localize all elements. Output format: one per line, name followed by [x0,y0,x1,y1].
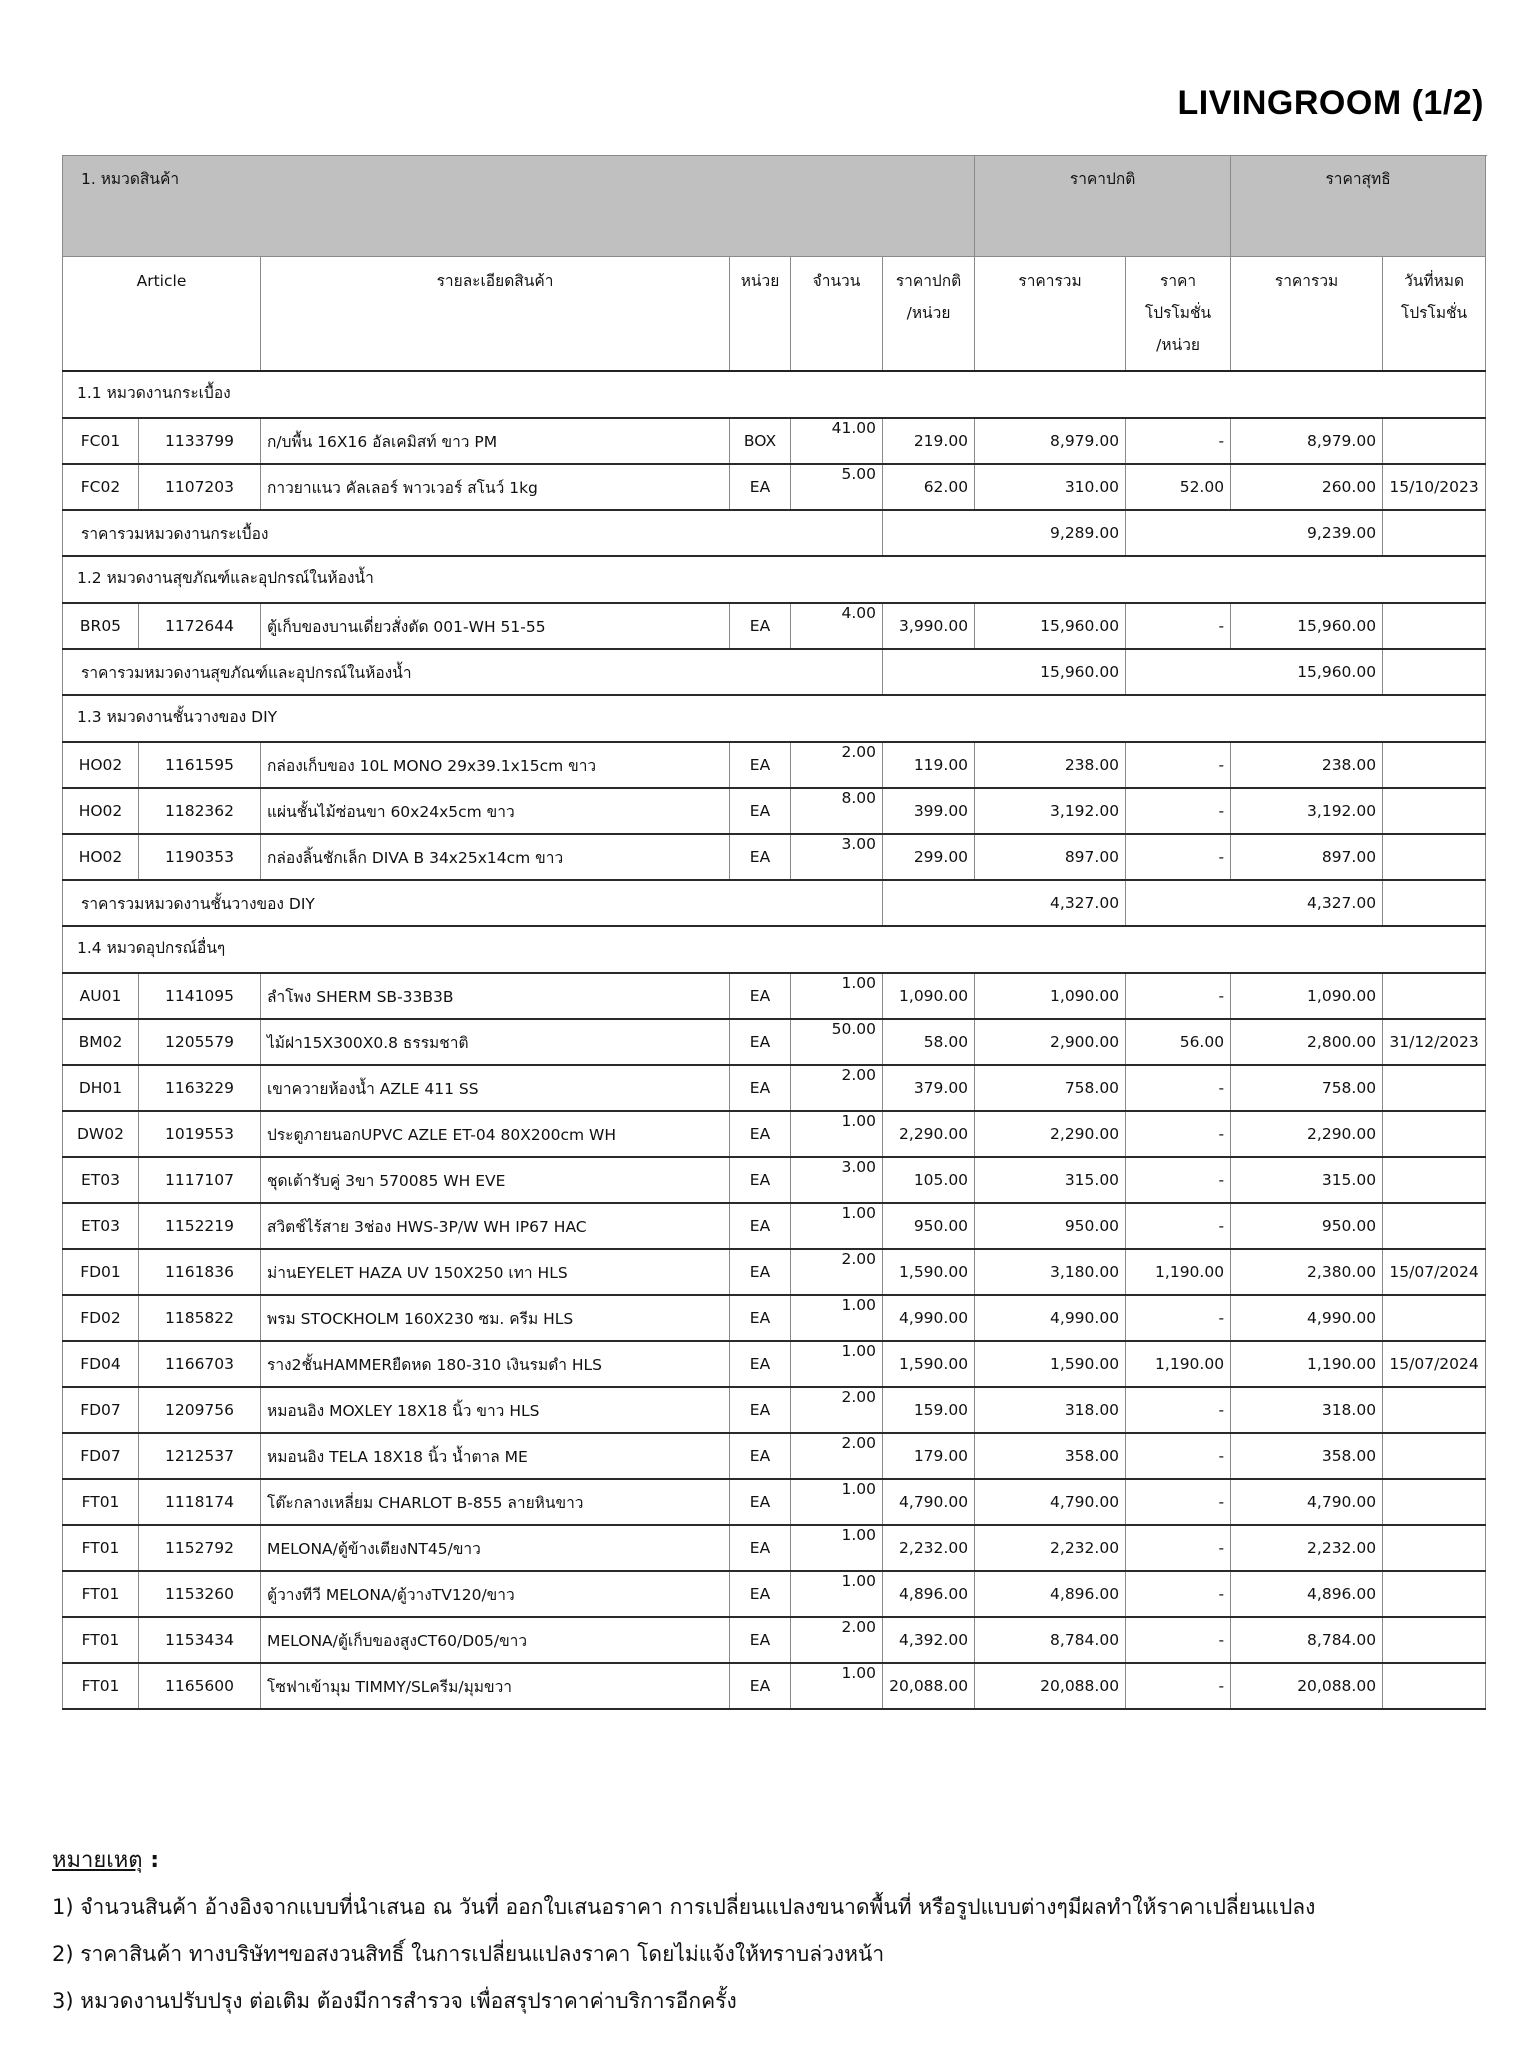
item-promo-price: - [1126,1387,1231,1433]
subtotal-row [63,649,1486,695]
item-promo-end-date [1383,1387,1486,1433]
table-row [63,1249,1486,1295]
item-unit-price: 2,290.00 [883,1111,975,1157]
section-header-row [63,695,1486,742]
section-title: 1.4 หมวดอุปกรณ์อื่นๆ [63,926,1486,973]
item-promo-end-date [1383,603,1486,649]
item-qty: 1.00 [791,1525,883,1571]
item-total: 8,784.00 [975,1617,1126,1663]
item-total: 3,192.00 [975,788,1126,834]
item-net-total: 358.00 [1231,1433,1383,1479]
item-code: FD02 [63,1295,139,1341]
item-description: ลำโพง SHERM SB-33B3B [261,973,730,1019]
item-promo-price: - [1126,1617,1231,1663]
item-promo-price: - [1126,1295,1231,1341]
item-qty: 3.00 [791,834,883,880]
table-row [63,973,1486,1019]
table-row [63,1065,1486,1111]
item-promo-end-date [1383,834,1486,880]
subtotal-net-total: 9,239.00 [1126,510,1383,556]
item-net-total: 318.00 [1231,1387,1383,1433]
item-promo-end-date [1383,1617,1486,1663]
regular-price-group-header: ราคาปกติ [975,156,1231,257]
article-number: 1182362 [139,788,261,834]
item-qty: 2.00 [791,1617,883,1663]
item-promo-price: - [1126,418,1231,464]
item-promo-price: 1,190.00 [1126,1341,1231,1387]
article-number: 1118174 [139,1479,261,1525]
item-description: หมอนอิง TELA 18X18 นิ้ว น้ำตาล ME [261,1433,730,1479]
item-qty: 1.00 [791,1341,883,1387]
item-description: พรม STOCKHOLM 160X230 ซม. ครีม HLS [261,1295,730,1341]
subtotal-net-total: 15,960.00 [1126,649,1383,695]
item-promo-end-date [1383,1203,1486,1249]
item-net-total: 897.00 [1231,834,1383,880]
article-number: 1019553 [139,1111,261,1157]
item-net-total: 4,896.00 [1231,1571,1383,1617]
item-promo-end-date [1383,1525,1486,1571]
item-code: ET03 [63,1203,139,1249]
article-number: 1172644 [139,603,261,649]
item-unit: EA [730,1663,791,1709]
table-row [63,1617,1486,1663]
article-number: 1161595 [139,742,261,788]
item-total: 4,990.00 [975,1295,1126,1341]
article-number: 1152219 [139,1203,261,1249]
item-net-total: 2,380.00 [1231,1249,1383,1295]
item-description: ประตูภายนอกUPVC AZLE ET-04 80X200cm WH [261,1111,730,1157]
col-qty: จำนวน [791,257,883,372]
item-promo-price: - [1126,1433,1231,1479]
item-description: MELONA/ตู้ข้างเตียงNT45/ขาว [261,1525,730,1571]
section-header-row [63,371,1486,418]
table-row [63,1203,1486,1249]
item-unit: EA [730,1433,791,1479]
note-line: 2) ราคาสินค้า ทางบริษัทฯขอสงวนสิทธิ์ ในการเปลี่ยนแปลงราคา โดยไม่แจ้งให้ทราบล่วงหน้า [52,1942,885,1966]
item-promo-end-date [1383,1663,1486,1709]
item-description: ตู้วางทีวี MELONA/ตู้วางTV120/ขาว [261,1571,730,1617]
col-total: ราคารวม [975,257,1126,372]
item-unit: BOX [730,418,791,464]
item-unit-price: 3,990.00 [883,603,975,649]
item-unit: EA [730,1525,791,1571]
item-code: FC02 [63,464,139,510]
item-qty: 2.00 [791,1249,883,1295]
subtotal-empty-cell [1383,649,1486,695]
table-row [63,464,1486,510]
item-code: AU01 [63,973,139,1019]
item-total: 2,900.00 [975,1019,1126,1065]
item-total: 358.00 [975,1433,1126,1479]
item-unit: EA [730,1157,791,1203]
item-promo-price: - [1126,742,1231,788]
item-net-total: 8,979.00 [1231,418,1383,464]
item-unit: EA [730,1341,791,1387]
item-unit-price: 219.00 [883,418,975,464]
article-number: 1185822 [139,1295,261,1341]
item-unit-price: 1,090.00 [883,973,975,1019]
item-unit: EA [730,1295,791,1341]
item-unit: EA [730,1065,791,1111]
item-net-total: 2,800.00 [1231,1019,1383,1065]
item-code: BR05 [63,603,139,649]
item-description: ม่านEYELET HAZA UV 150X250 เทา HLS [261,1249,730,1295]
item-qty: 41.00 [791,418,883,464]
section-header-row [63,926,1486,973]
item-description: โต๊ะกลางเหลี่ยม CHARLOT B-855 ลายหินขาว [261,1479,730,1525]
item-total: 15,960.00 [975,603,1126,649]
item-promo-end-date [1383,1157,1486,1203]
category-heading: 1. หมวดสินค้า [63,156,975,257]
article-number: 1212537 [139,1433,261,1479]
item-promo-price: - [1126,1065,1231,1111]
item-promo-price: - [1126,1571,1231,1617]
item-net-total: 238.00 [1231,742,1383,788]
article-number: 1163229 [139,1065,261,1111]
section-title: 1.2 หมวดงานสุขภัณฑ์และอุปกรณ์ในห้องน้ำ [63,556,1486,603]
item-promo-end-date: 15/10/2023 [1383,464,1486,510]
item-description: สวิตช์ไร้สาย 3ช่อง HWS-3P/W WH IP67 HAC [261,1203,730,1249]
item-promo-end-date [1383,1065,1486,1111]
item-unit-price: 179.00 [883,1433,975,1479]
article-number: 1152792 [139,1525,261,1571]
subtotal-total: 9,289.00 [883,510,1126,556]
notes-section [52,1842,1315,2018]
subtotal-total: 4,327.00 [883,880,1126,926]
item-promo-end-date [1383,418,1486,464]
item-promo-price: - [1126,1157,1231,1203]
table-row [63,1433,1486,1479]
item-total: 310.00 [975,464,1126,510]
item-code: HO02 [63,834,139,880]
item-unit: EA [730,464,791,510]
item-unit-price: 159.00 [883,1387,975,1433]
section-header-row [63,556,1486,603]
subtotal-empty-cell [1383,510,1486,556]
item-unit-price: 299.00 [883,834,975,880]
item-unit-price: 4,392.00 [883,1617,975,1663]
col-description: รายละเอียดสินค้า [261,257,730,372]
item-code: FD07 [63,1387,139,1433]
item-unit-price: 58.00 [883,1019,975,1065]
item-description: MELONA/ตู้เก็บของสูงCT60/D05/ขาว [261,1617,730,1663]
item-description: ไม้ฝา15X300X0.8 ธรรมชาติ [261,1019,730,1065]
table-row [63,1295,1486,1341]
item-description: ราง2ชั้นHAMMERยืดหด 180-310 เงินรมดำ HLS [261,1341,730,1387]
table-row [63,1341,1486,1387]
article-number: 1161836 [139,1249,261,1295]
item-total: 2,232.00 [975,1525,1126,1571]
article-number: 1107203 [139,464,261,510]
item-promo-price: - [1126,1479,1231,1525]
item-description: กล่องเก็บของ 10L MONO 29x39.1x15cm ขาว [261,742,730,788]
item-unit: EA [730,1571,791,1617]
item-total: 238.00 [975,742,1126,788]
item-unit-price: 4,790.00 [883,1479,975,1525]
subtotal-label: ราคารวมหมวดงานกระเบื้อง [63,510,883,556]
item-unit-price: 4,990.00 [883,1295,975,1341]
item-promo-end-date [1383,1479,1486,1525]
item-unit: EA [730,1249,791,1295]
item-promo-end-date: 15/07/2024 [1383,1341,1486,1387]
item-unit: EA [730,1019,791,1065]
item-qty: 2.00 [791,1433,883,1479]
item-qty: 50.00 [791,1019,883,1065]
item-net-total: 4,790.00 [1231,1479,1383,1525]
item-total: 4,790.00 [975,1479,1126,1525]
item-total: 1,590.00 [975,1341,1126,1387]
item-net-total: 2,232.00 [1231,1525,1383,1571]
item-unit: EA [730,973,791,1019]
item-net-total: 4,990.00 [1231,1295,1383,1341]
item-code: HO02 [63,788,139,834]
item-promo-price: - [1126,1203,1231,1249]
article-number: 1166703 [139,1341,261,1387]
article-number: 1153260 [139,1571,261,1617]
item-code: FT01 [63,1479,139,1525]
item-promo-price: - [1126,1525,1231,1571]
item-qty: 2.00 [791,742,883,788]
item-code: DW02 [63,1111,139,1157]
note-line: 3) หมวดงานปรับปรุง ต่อเติม ต้องมีการสำรวจ เพื่อสรุปราคาค่าบริการอีกครั้ง [52,1989,737,2013]
item-code: DH01 [63,1065,139,1111]
table-row [63,1663,1486,1709]
net-price-group-header: ราคาสุทธิ [1231,156,1486,257]
item-promo-price: - [1126,1111,1231,1157]
item-unit-price: 1,590.00 [883,1249,975,1295]
item-net-total: 1,190.00 [1231,1341,1383,1387]
section-title: 1.3 หมวดงานชั้นวางของ DIY [63,695,1486,742]
item-total: 950.00 [975,1203,1126,1249]
quotation-table [62,155,1486,1710]
item-unit-price: 20,088.00 [883,1663,975,1709]
notes-heading: หมายเหตุ [52,1848,143,1873]
item-unit: EA [730,603,791,649]
col-promo-end: วันที่หมด โปรโมชั่น [1383,257,1486,372]
item-description: กล่องลิ้นชักเล็ก DIVA B 34x25x14cm ขาว [261,834,730,880]
item-code: FT01 [63,1571,139,1617]
item-total: 3,180.00 [975,1249,1126,1295]
item-unit-price: 2,232.00 [883,1525,975,1571]
item-promo-price: - [1126,603,1231,649]
table-row [63,834,1486,880]
item-unit: EA [730,1203,791,1249]
item-net-total: 1,090.00 [1231,973,1383,1019]
item-description: โซฟาเข้ามุม TIMMY/SLครีม/มุมขวา [261,1663,730,1709]
col-net-total: ราคารวม [1231,257,1383,372]
article-number: 1205579 [139,1019,261,1065]
item-description: ก/บพื้น 16X16 อัลเคมิสท์ ขาว PM [261,418,730,464]
item-promo-end-date [1383,742,1486,788]
item-promo-price: - [1126,973,1231,1019]
item-unit-price: 62.00 [883,464,975,510]
note-line: 1) จำนวนสินค้า อ้างอิงจากแบบที่นำเสนอ ณ วันที่ ออกใบเสนอราคา การเปลี่ยนแปลงขนาดพื้นที่ หรือรูปแบบต่างๆมีผลทำให้ราคาเปลี่ยนแปลง [52,1895,1316,1919]
item-total: 2,290.00 [975,1111,1126,1157]
section-title: 1.1 หมวดงานกระเบื้อง [63,371,1486,418]
item-code: BM02 [63,1019,139,1065]
item-unit-price: 119.00 [883,742,975,788]
item-code: FT01 [63,1617,139,1663]
item-total: 20,088.00 [975,1663,1126,1709]
item-net-total: 2,290.00 [1231,1111,1383,1157]
item-code: FD04 [63,1341,139,1387]
item-unit: EA [730,788,791,834]
col-unit: หน่วย [730,257,791,372]
item-qty: 4.00 [791,603,883,649]
item-unit-price: 1,590.00 [883,1341,975,1387]
item-promo-end-date [1383,788,1486,834]
item-description: เขาควายห้องน้ำ AZLE 411 SS [261,1065,730,1111]
col-unit-price: ราคาปกติ /หน่วย [883,257,975,372]
category-band-row [63,156,1486,257]
item-qty: 3.00 [791,1157,883,1203]
article-number: 1190353 [139,834,261,880]
item-qty: 1.00 [791,1203,883,1249]
table-row [63,788,1486,834]
item-net-total: 8,784.00 [1231,1617,1383,1663]
item-unit-price: 105.00 [883,1157,975,1203]
item-code: FC01 [63,418,139,464]
item-promo-end-date: 31/12/2023 [1383,1019,1486,1065]
item-total: 315.00 [975,1157,1126,1203]
item-promo-price: - [1126,788,1231,834]
item-promo-end-date: 15/07/2024 [1383,1249,1486,1295]
item-code: FT01 [63,1525,139,1571]
article-number: 1165600 [139,1663,261,1709]
table-row [63,1019,1486,1065]
item-unit-price: 379.00 [883,1065,975,1111]
table-body [63,371,1486,1709]
page-title: LIVINGROOM (1/2) [1177,84,1484,122]
item-unit-price: 399.00 [883,788,975,834]
subtotal-row [63,880,1486,926]
table-row [63,1525,1486,1571]
subtotal-total: 15,960.00 [883,649,1126,695]
item-total: 8,979.00 [975,418,1126,464]
article-number: 1133799 [139,418,261,464]
item-unit: EA [730,1387,791,1433]
table-row [63,1157,1486,1203]
col-promo-price: ราคา โปรโมชั่น /หน่วย [1126,257,1231,372]
item-unit: EA [730,1111,791,1157]
item-promo-end-date [1383,1571,1486,1617]
item-total: 4,896.00 [975,1571,1126,1617]
item-promo-price: 1,190.00 [1126,1249,1231,1295]
item-qty: 1.00 [791,1479,883,1525]
item-code: FD07 [63,1433,139,1479]
item-total: 758.00 [975,1065,1126,1111]
item-description: หมอนอิง MOXLEY 18X18 นิ้ว ขาว HLS [261,1387,730,1433]
article-number: 1117107 [139,1157,261,1203]
item-qty: 1.00 [791,1571,883,1617]
article-number: 1141095 [139,973,261,1019]
item-net-total: 20,088.00 [1231,1663,1383,1709]
item-qty: 2.00 [791,1065,883,1111]
item-code: FT01 [63,1663,139,1709]
item-description: ชุดเต้ารับคู่ 3ขา 570085 WH EVE [261,1157,730,1203]
article-number: 1209756 [139,1387,261,1433]
article-number: 1153434 [139,1617,261,1663]
item-unit-price: 950.00 [883,1203,975,1249]
subtotal-label: ราคารวมหมวดงานชั้นวางของ DIY [63,880,883,926]
subtotal-row [63,510,1486,556]
table-row [63,1479,1486,1525]
item-qty: 1.00 [791,1295,883,1341]
col-article: Article [63,257,261,372]
item-promo-price: - [1126,834,1231,880]
table-row [63,603,1486,649]
item-promo-end-date [1383,1111,1486,1157]
table-row [63,1111,1486,1157]
item-code: HO02 [63,742,139,788]
item-qty: 1.00 [791,973,883,1019]
item-net-total: 950.00 [1231,1203,1383,1249]
subtotal-empty-cell [1383,880,1486,926]
item-promo-price: 52.00 [1126,464,1231,510]
item-unit: EA [730,1479,791,1525]
table-row [63,1571,1486,1617]
item-qty: 1.00 [791,1663,883,1709]
subtotal-net-total: 4,327.00 [1126,880,1383,926]
item-code: FD01 [63,1249,139,1295]
item-unit-price: 4,896.00 [883,1571,975,1617]
item-total: 1,090.00 [975,973,1126,1019]
table-row [63,742,1486,788]
item-description: ตู้เก็บของบานเดี่ยวสั่งตัด 001-WH 51-55 [261,603,730,649]
item-qty: 5.00 [791,464,883,510]
item-promo-price: - [1126,1663,1231,1709]
item-net-total: 758.00 [1231,1065,1383,1111]
item-qty: 8.00 [791,788,883,834]
table-row [63,418,1486,464]
item-unit: EA [730,742,791,788]
item-net-total: 315.00 [1231,1157,1383,1203]
column-header-row [63,257,1486,372]
item-code: ET03 [63,1157,139,1203]
subtotal-label: ราคารวมหมวดงานสุขภัณฑ์และอุปกรณ์ในห้องน้ำ [63,649,883,695]
item-description: แผ่นชั้นไม้ซ่อนขา 60x24x5cm ขาว [261,788,730,834]
item-promo-end-date [1383,1433,1486,1479]
item-promo-end-date [1383,973,1486,1019]
notes-colon: : [142,1848,160,1873]
item-qty: 2.00 [791,1387,883,1433]
item-net-total: 15,960.00 [1231,603,1383,649]
item-total: 897.00 [975,834,1126,880]
item-promo-price: 56.00 [1126,1019,1231,1065]
item-net-total: 3,192.00 [1231,788,1383,834]
item-total: 318.00 [975,1387,1126,1433]
item-unit: EA [730,1617,791,1663]
table-row [63,1387,1486,1433]
item-qty: 1.00 [791,1111,883,1157]
item-unit: EA [730,834,791,880]
item-promo-end-date [1383,1295,1486,1341]
item-description: กาวยาแนว คัลเลอร์ พาวเวอร์ สโนว์ 1kg [261,464,730,510]
item-net-total: 260.00 [1231,464,1383,510]
